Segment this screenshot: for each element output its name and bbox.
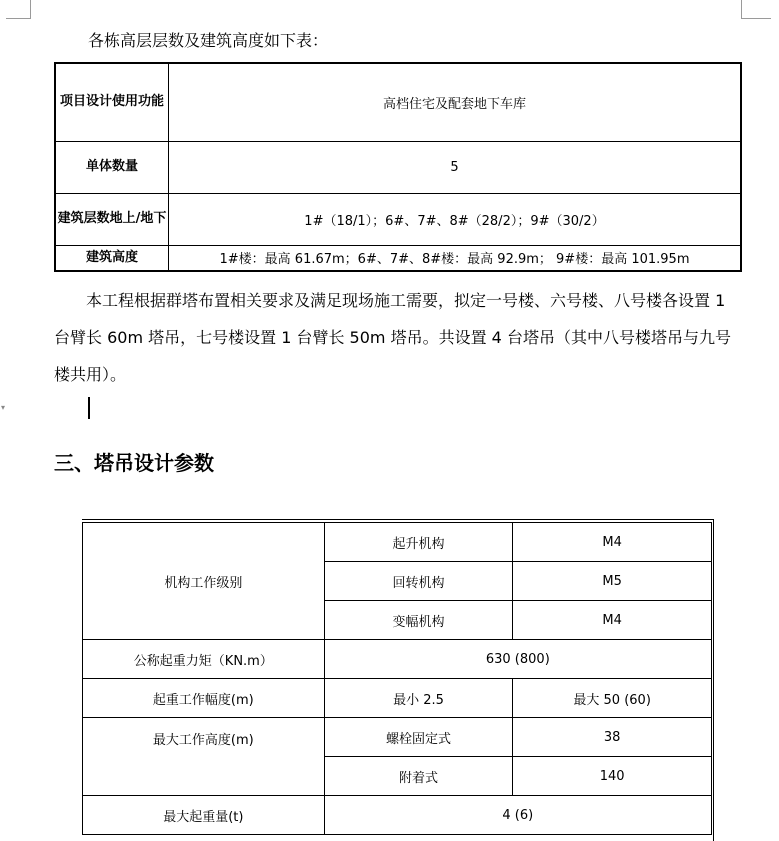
table-cell: 回转机构: [324, 562, 513, 601]
margin-marker-icon: ▾: [1, 403, 6, 412]
table-cell: 公称起重力矩（KN.m）: [83, 640, 325, 679]
table-header-cell: 项目设计使用功能: [55, 63, 169, 141]
table-cell: M4: [513, 601, 712, 640]
table-cell: 4 (6): [324, 796, 711, 835]
table-frame-right: [713, 519, 714, 841]
table-cell: 1#楼：最高 61.67m；6#、7#、8#楼：最高 92.9m； 9#楼：最高 101.95m: [169, 245, 742, 271]
table-row: [83, 718, 712, 757]
table-cell: 630 (800): [324, 640, 711, 679]
table-cell: M4: [513, 523, 712, 562]
table-cell: 最小 2.5: [324, 679, 513, 718]
table-cell: 起升机构: [324, 523, 513, 562]
table-row: [55, 193, 741, 245]
table-row: [55, 141, 741, 193]
table-row: [55, 63, 741, 141]
table-frame-top: [82, 519, 714, 520]
crane-params-table: [82, 522, 712, 835]
table-cell: 140: [513, 757, 712, 796]
table-cell: 最大 50 (60): [513, 679, 712, 718]
body-paragraph: 本工程根据群塔布置相关要求及满足现场施工需要，拟定一号楼、六号楼、八号楼各设置 1 台臂长 60m 塔吊，七号楼设置 1 台臂长 50m 塔吊。共设置 4 台塔吊（其中八号楼塔吊与九号楼共用）。: [54, 291, 731, 384]
table-header-cell: 建筑高度: [55, 245, 169, 271]
crop-mark-right-h: [741, 18, 771, 19]
table-cell: 起重工作幅度(m): [83, 679, 325, 718]
table-cell: 5: [169, 141, 742, 193]
building-info-table: [54, 62, 742, 272]
section-heading: 三、塔吊设计参数: [54, 451, 214, 475]
crop-mark-left-h: [6, 18, 31, 19]
table-cell: 最大起重量(t): [83, 796, 325, 835]
table-cell: M5: [513, 562, 712, 601]
table-cell: 38: [513, 718, 712, 757]
table-row: [83, 796, 712, 835]
table-cell: 附着式: [324, 757, 513, 796]
table-row: [83, 679, 712, 718]
table-cell: 变幅机构: [324, 601, 513, 640]
crop-mark-left: [30, 0, 31, 18]
table-row: [55, 245, 741, 271]
table-cell: 1#（18/1）；6#、7#、8#（28/2）；9#（30/2）: [169, 193, 742, 245]
table-cell: 高档住宅及配套地下车库: [169, 63, 742, 141]
table-row: [83, 640, 712, 679]
table-cell: 螺栓固定式: [324, 718, 513, 757]
crop-mark-right: [741, 0, 742, 18]
table-header-cell: 建筑层数地上/地下: [55, 193, 169, 245]
table-header-cell: 单体数量: [55, 141, 169, 193]
text-cursor[interactable]: [88, 397, 90, 419]
intro-text: 各栋高层层数及建筑高度如下表：: [88, 31, 329, 50]
table-row: [83, 523, 712, 562]
table-cell: 最大工作高度(m): [83, 718, 325, 796]
table-cell: 机构工作级别: [83, 523, 325, 640]
